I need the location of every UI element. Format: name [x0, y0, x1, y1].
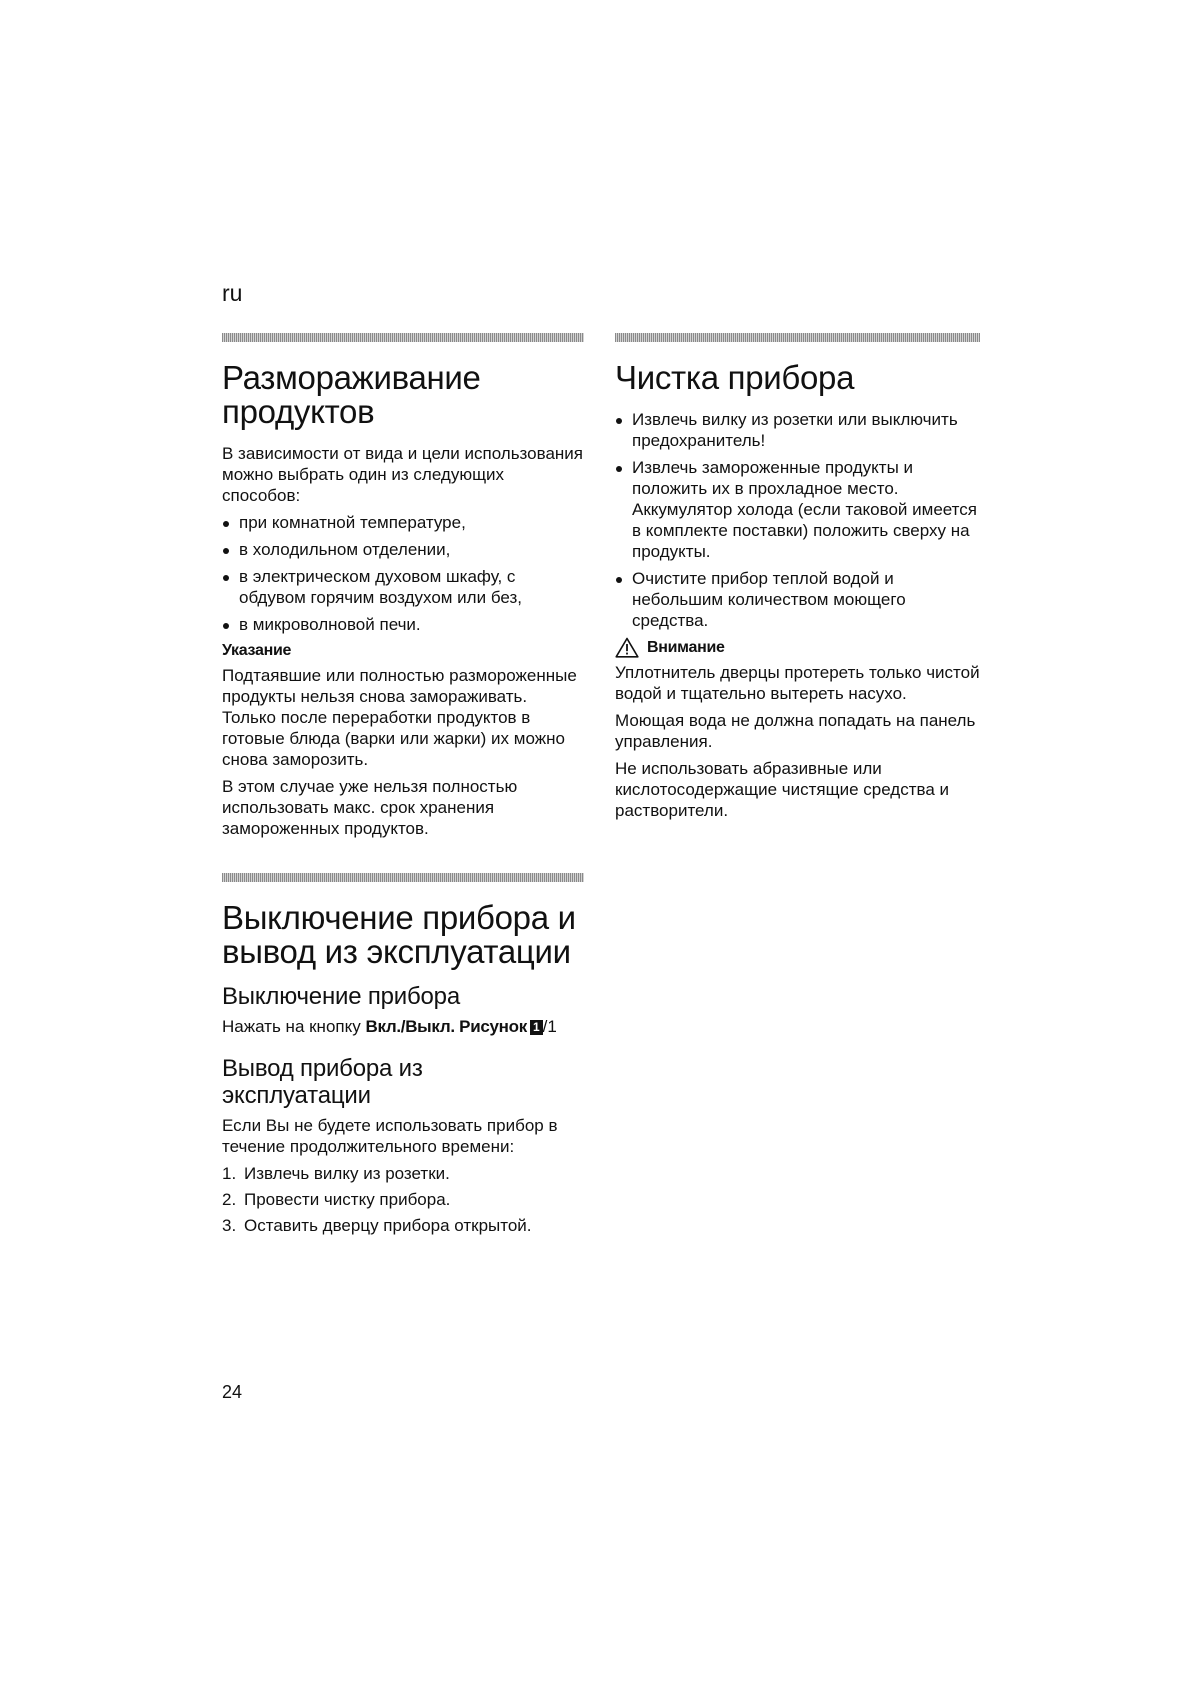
bullet-icon	[223, 575, 229, 581]
warning-paragraph-1: Уплотнитель дверцы протереть только чистой водой и тщательно вытереть насухо.	[615, 663, 980, 703]
shutdown-title-line1: Выключение прибора и	[222, 899, 576, 936]
decommission-steps-list	[222, 1163, 584, 1236]
decommission-intro: Если Вы не будете использовать прибор в течение продолжительного времени:	[222, 1116, 558, 1156]
list-item: в микроволновой печи.	[222, 614, 584, 635]
list-item: в электрическом духовом шкафу, с обдувом горячим воздухом или без,	[222, 566, 584, 608]
page-number: 24	[222, 1382, 243, 1402]
switch-off-heading: Выключение прибора	[222, 983, 460, 1010]
note-heading: Указание	[222, 642, 292, 659]
cleaning-section	[615, 333, 980, 827]
list-item: 2. Провести чистку прибора.	[222, 1190, 451, 1209]
cleaning-title: Чистка прибора	[615, 359, 855, 396]
cleaning-steps-list	[615, 409, 980, 631]
shutdown-title	[222, 901, 584, 969]
section-divider	[222, 333, 584, 342]
note-paragraph-1: Подтаявшие или полностью размороженные продукты нельзя снова замораживать. Только после переработки продуктов в готовые блюда (варки или жарки) их можно снова заморозить.	[222, 666, 577, 769]
language-code: ru	[222, 280, 243, 306]
defrost-section	[222, 333, 584, 845]
defrost-intro: В зависимости от вида и цели использования можно выбрать один из следующих способов:	[222, 444, 583, 505]
list-item: Извлечь замороженные продукты и положить их в прохладное место. Аккумулятор холода (если таковой имеется в комплекте поставки) положить сверху на продукты.	[615, 457, 980, 562]
defrost-methods-list	[222, 512, 584, 635]
figure-suffix: /1	[542, 1017, 557, 1036]
bullet-icon	[223, 521, 229, 527]
list-item: 3. Оставить дверцу прибора открытой.	[222, 1216, 532, 1235]
shutdown-title-line2: вывод из эксплуатации	[222, 933, 571, 970]
on-off-button-ref: Вкл./Выкл. Рисунок	[365, 1017, 527, 1036]
note-paragraph-2: В этом случае уже нельзя полностью использовать макс. срок хранения замороженных продуктов.	[222, 777, 518, 838]
list-item: при комнатной температуре,	[222, 512, 584, 533]
defrost-title	[222, 361, 584, 429]
defrost-title-line1: Размораживание	[222, 359, 481, 396]
bullet-icon	[616, 418, 622, 424]
decommission-heading: Вывод прибора из эксплуатации	[222, 1055, 423, 1109]
bullet-icon	[223, 548, 229, 554]
warning-heading: Внимание	[647, 638, 725, 656]
warning-triangle-icon	[615, 637, 639, 658]
switch-off-instruction: Нажать на кнопку Вкл./Выкл. Рисунок 1 /1	[222, 1017, 557, 1036]
bullet-icon	[616, 466, 622, 472]
list-item: 1. Извлечь вилку из розетки.	[222, 1164, 450, 1183]
figure-number-badge: 1	[530, 1020, 543, 1035]
defrost-title-line2: продуктов	[222, 393, 375, 430]
warning-paragraph-2: Моющая вода не должна попадать на панель управления.	[615, 711, 976, 751]
warning-paragraph-3: Не использовать абразивные или кислотосодержащие чистящие средства и растворители.	[615, 759, 950, 820]
section-divider	[615, 333, 980, 342]
shutdown-section	[222, 873, 584, 1241]
list-item: Очистите прибор теплой водой и небольшим количеством моющего средства.	[615, 568, 980, 631]
bullet-icon	[223, 623, 229, 629]
list-item: Извлечь вилку из розетки или выключить предохранитель!	[615, 409, 980, 451]
warning-heading-row	[615, 637, 980, 658]
bullet-icon	[616, 577, 622, 583]
section-divider	[222, 873, 584, 882]
list-item: в холодильном отделении,	[222, 539, 584, 560]
